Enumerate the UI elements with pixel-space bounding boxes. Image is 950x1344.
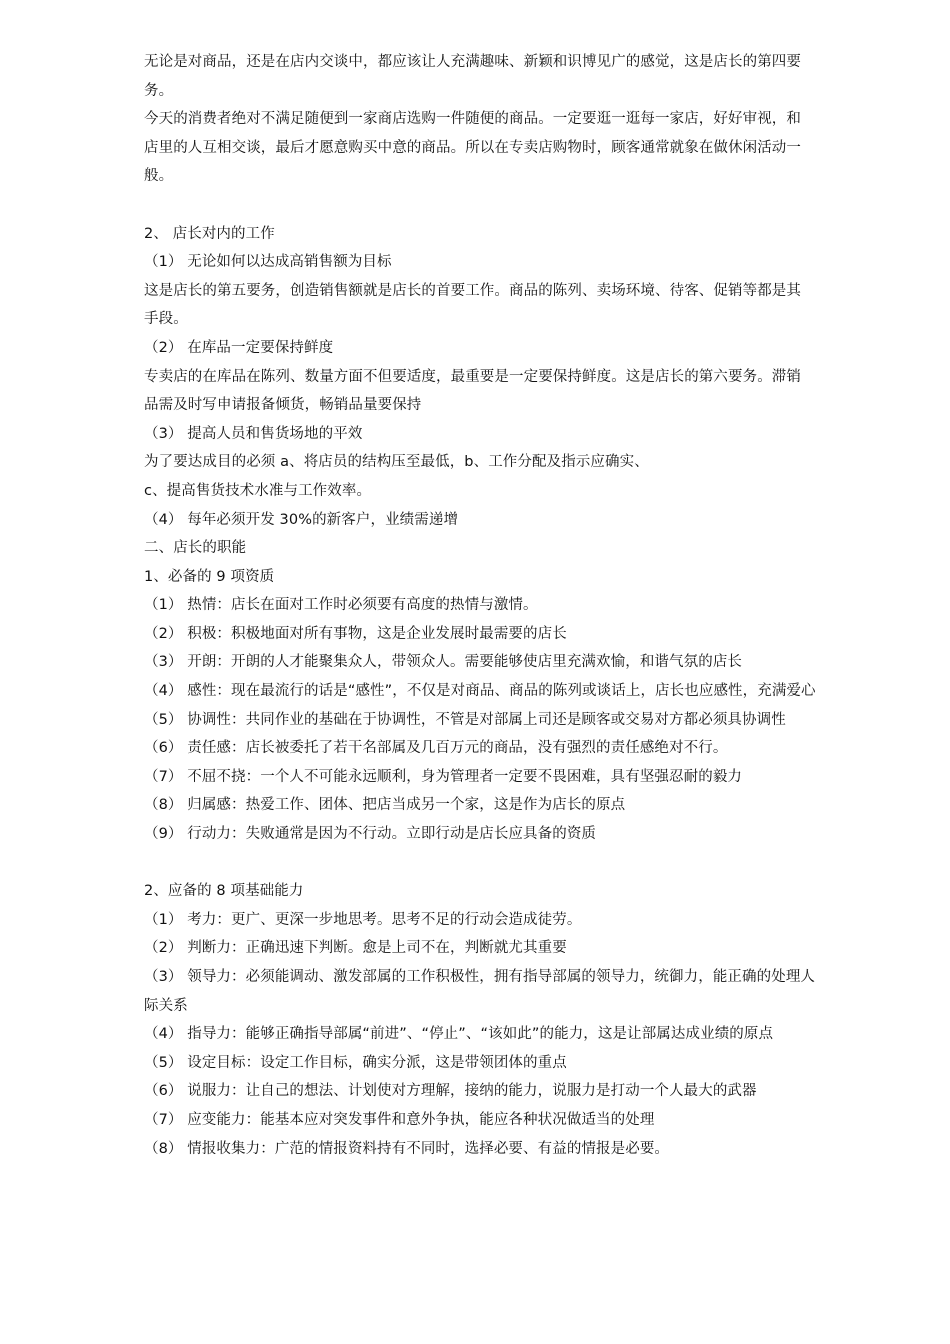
list-item: （7） 不屈不挠：一个人不可能永远顺利，身为管理者一定要不畏困难，具有坚强忍耐的毅力 — [144, 768, 743, 785]
list-item: （7） 应变能力：能基本应对突发事件和意外争执，能应各种状况做适当的处理 — [144, 1111, 655, 1128]
list-item: （8） 情报收集力：广范的情报资料持有不同时，选择必要、有益的情报是必要。 — [144, 1140, 670, 1157]
list-item: （4） 指导力：能够正确指导部属“前进”、“停止”、“该如此”的能力，这是让部属达成业绩的原点 — [144, 1026, 774, 1043]
paragraph-line: 品需及时写申请报备倾货，畅销品量要保持 — [144, 397, 422, 414]
paragraph-line: c、提高售货技术水准与工作效率。 — [144, 482, 372, 499]
list-item: （5） 协调性：共同作业的基础在于协调性，不管是对部属上司还是顾客或交易对方都必须具协调性 — [144, 711, 786, 728]
list-item-heading: （1） 无论如何以达成高销售额为目标 — [144, 254, 392, 271]
list-item-continuation: 际关系 — [144, 997, 188, 1014]
section-heading: 二、店长的职能 — [144, 540, 247, 557]
paragraph-line: 无论是对商品，还是在店内交谈中，都应该让人充满趣味、新颖和识博见广的感觉，这是店长的第四要 — [144, 54, 801, 70]
list-item: （5） 设定目标：设定工作目标，确实分派，这是带领团体的重点 — [144, 1054, 567, 1071]
blank-line — [144, 849, 880, 878]
subsection-heading: 2、应备的 8 项基础能力 — [144, 883, 304, 900]
list-item: （1） 热情：店长在面对工作时必须要有高度的热情与激情。 — [144, 597, 538, 614]
list-item-heading: （3） 提高人员和售货场地的平效 — [144, 425, 363, 442]
list-item: （9） 行动力：失败通常是因为不行动。立即行动是店长应具备的资质 — [144, 826, 597, 843]
paragraph-line: 专卖店的在库品在陈列、数量方面不但要适度，最重要是一定要保持鲜度。这是店长的第六要务。滞销 — [144, 368, 801, 385]
list-item: （6） 责任感：店长被委托了若干名部属及几百万元的商品，没有强烈的责任感绝对不行。 — [144, 740, 728, 757]
list-item: （2） 判断力：正确迅速下判断。愈是上司不在，判断就尤其重要 — [144, 940, 567, 957]
blank-line — [144, 191, 880, 220]
list-item: （6） 说服力：让自己的想法、计划使对方理解，接纳的能力，说服力是打动一个人最大的武器 — [144, 1083, 757, 1100]
subsection-heading: 1、必备的 9 项资质 — [144, 568, 275, 585]
paragraph-line: 店里的人互相交谈，最后才愿意购买中意的商品。所以在专卖店购物时，顾客通常就象在做休闲活动一 — [144, 139, 801, 156]
list-item-heading: （4） 每年必须开发 30%的新客户，业绩需递增 — [144, 511, 459, 528]
document-body — [144, 48, 880, 1163]
section-heading: 2、 店长对内的工作 — [144, 225, 275, 242]
list-item: （8） 归属感：热爱工作、团体、把店当成另一个家，这是作为店长的原点 — [144, 797, 626, 814]
list-item: （1） 考力：更广、更深一步地思考。思考不足的行动会造成徒劳。 — [144, 911, 582, 928]
list-item: （3） 领导力：必须能调动、激发部属的工作积极性，拥有指导部属的领导力，统御力，能正确的处理人 — [144, 969, 816, 985]
paragraph-line: 今天的消费者绝对不满足随便到一家商店选购一件随便的商品。一定要逛一逛每一家店，好好审视，和 — [144, 111, 801, 128]
list-item: （4） 感性：现在最流行的话是“感性”，不仅是对商品、商品的陈列或谈话上，店长也应感性，充满爱心 — [144, 683, 816, 700]
paragraph-line: 为了要达成目的必须 a、将店员的结构压至最低，b、工作分配及指示应确实、 — [144, 454, 649, 471]
paragraph-line: 般。 — [144, 168, 174, 185]
list-item: （2） 积极：积极地面对所有事物，这是企业发展时最需要的店长 — [144, 625, 567, 642]
paragraph-line: 这是店长的第五要务，创造销售额就是店长的首要工作。商品的陈列、卖场环境、待客、促销等都是其 — [144, 282, 801, 299]
list-item-heading: （2） 在库品一定要保持鲜度 — [144, 339, 334, 356]
list-item: （3） 开朗：开朗的人才能聚集众人，带领众人。需要能够使店里充满欢愉，和谐气氛的店长 — [144, 654, 743, 671]
paragraph-line: 务。 — [144, 82, 174, 99]
paragraph-line: 手段。 — [144, 311, 188, 328]
